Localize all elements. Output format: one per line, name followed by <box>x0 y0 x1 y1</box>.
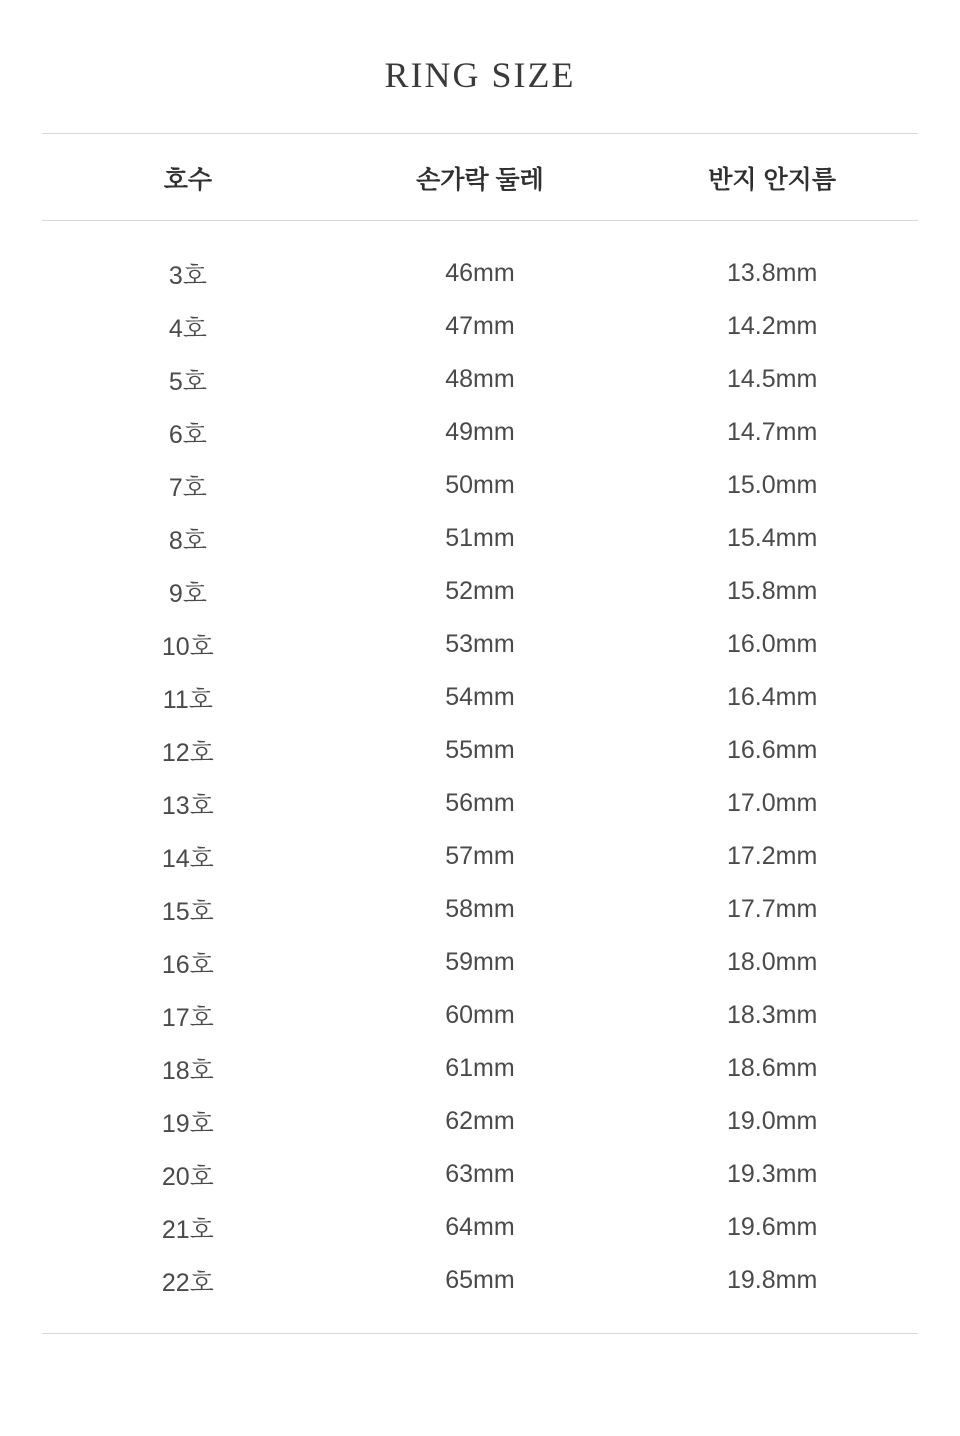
cell-circumference: 62mm <box>445 1107 515 1135</box>
table-row <box>42 618 918 671</box>
table-row <box>42 1254 918 1325</box>
table-row <box>42 565 918 618</box>
cell-diameter: 18.0mm <box>726 948 818 976</box>
column-header-diameter: 반지 안지름 <box>626 134 918 221</box>
cell-diameter: 17.2mm <box>726 842 818 870</box>
table-row <box>42 1042 918 1095</box>
cell-size: 8호 <box>168 526 207 555</box>
cell-circumference: 60mm <box>445 1001 515 1029</box>
cell-circumference: 50mm <box>445 471 515 499</box>
table-row <box>42 353 918 406</box>
table-row <box>42 406 918 459</box>
cell-size: 17호 <box>161 1003 214 1032</box>
cell-circumference: 55mm <box>445 736 515 764</box>
cell-circumference: 48mm <box>445 365 515 393</box>
cell-size: 22호 <box>161 1268 214 1297</box>
page-title: RING SIZE <box>384 55 576 95</box>
cell-size: 15호 <box>161 897 214 926</box>
cell-circumference: 57mm <box>445 842 515 870</box>
table-row <box>42 300 918 353</box>
cell-diameter: 18.6mm <box>726 1054 818 1082</box>
cell-diameter: 19.3mm <box>726 1160 818 1188</box>
cell-circumference: 52mm <box>445 577 515 605</box>
cell-size: 20호 <box>161 1162 214 1191</box>
cell-size: 16호 <box>161 950 214 979</box>
cell-diameter: 16.0mm <box>726 630 818 658</box>
table-row <box>42 936 918 989</box>
cell-diameter: 15.0mm <box>726 471 818 499</box>
cell-size: 14호 <box>161 844 214 873</box>
cell-diameter: 19.6mm <box>726 1213 818 1241</box>
cell-diameter: 19.0mm <box>726 1107 818 1135</box>
cell-diameter: 14.7mm <box>726 418 818 446</box>
cell-diameter: 16.6mm <box>726 736 818 764</box>
table-row <box>42 671 918 724</box>
column-header-circumference: 손가락 둘레 <box>334 134 627 221</box>
cell-size: 12호 <box>161 738 214 767</box>
cell-size: 3호 <box>168 261 207 290</box>
cell-circumference: 59mm <box>445 948 515 976</box>
table-row <box>42 724 918 777</box>
table-row <box>42 1201 918 1254</box>
cell-size: 5호 <box>168 367 207 396</box>
cell-circumference: 49mm <box>445 418 515 446</box>
table-row <box>42 1095 918 1148</box>
cell-size: 21호 <box>161 1215 214 1244</box>
cell-circumference: 63mm <box>445 1160 515 1188</box>
table-row <box>42 221 918 301</box>
table-header-row <box>42 134 918 221</box>
bottom-divider <box>42 1333 918 1334</box>
cell-size: 10호 <box>161 632 214 661</box>
table-header <box>42 134 918 221</box>
cell-size: 18호 <box>161 1056 214 1085</box>
cell-circumference: 47mm <box>445 312 515 340</box>
cell-diameter: 13.8mm <box>726 259 818 287</box>
ring-size-table-wrapper <box>42 133 918 1325</box>
cell-circumference: 58mm <box>445 895 515 923</box>
cell-circumference: 65mm <box>445 1266 515 1294</box>
table-row <box>42 512 918 565</box>
cell-diameter: 19.8mm <box>726 1266 818 1294</box>
cell-circumference: 61mm <box>445 1054 515 1082</box>
table-row <box>42 989 918 1042</box>
cell-diameter: 14.2mm <box>726 312 818 340</box>
table-row <box>42 883 918 936</box>
table-row <box>42 830 918 883</box>
cell-circumference: 64mm <box>445 1213 515 1241</box>
cell-size: 6호 <box>168 420 207 449</box>
cell-circumference: 56mm <box>445 789 515 817</box>
cell-size: 13호 <box>161 791 214 820</box>
cell-diameter: 14.5mm <box>726 365 818 393</box>
cell-circumference: 54mm <box>445 683 515 711</box>
cell-circumference: 53mm <box>445 630 515 658</box>
cell-diameter: 17.7mm <box>726 895 818 923</box>
table-body <box>42 221 918 1326</box>
table-row <box>42 1148 918 1201</box>
column-header-size: 호수 <box>42 134 334 221</box>
cell-size: 19호 <box>161 1109 214 1138</box>
cell-size: 9호 <box>168 579 207 608</box>
cell-size: 11호 <box>162 685 213 714</box>
cell-size: 7호 <box>168 473 207 502</box>
cell-diameter: 16.4mm <box>726 683 818 711</box>
cell-size: 4호 <box>168 314 207 343</box>
cell-diameter: 15.8mm <box>726 577 818 605</box>
cell-diameter: 17.0mm <box>726 789 818 817</box>
cell-circumference: 51mm <box>445 524 515 552</box>
table-row <box>42 777 918 830</box>
cell-circumference: 46mm <box>445 259 515 287</box>
table-row <box>42 459 918 512</box>
ring-size-table <box>42 133 918 1325</box>
cell-diameter: 15.4mm <box>726 524 818 552</box>
cell-diameter: 18.3mm <box>726 1001 818 1029</box>
